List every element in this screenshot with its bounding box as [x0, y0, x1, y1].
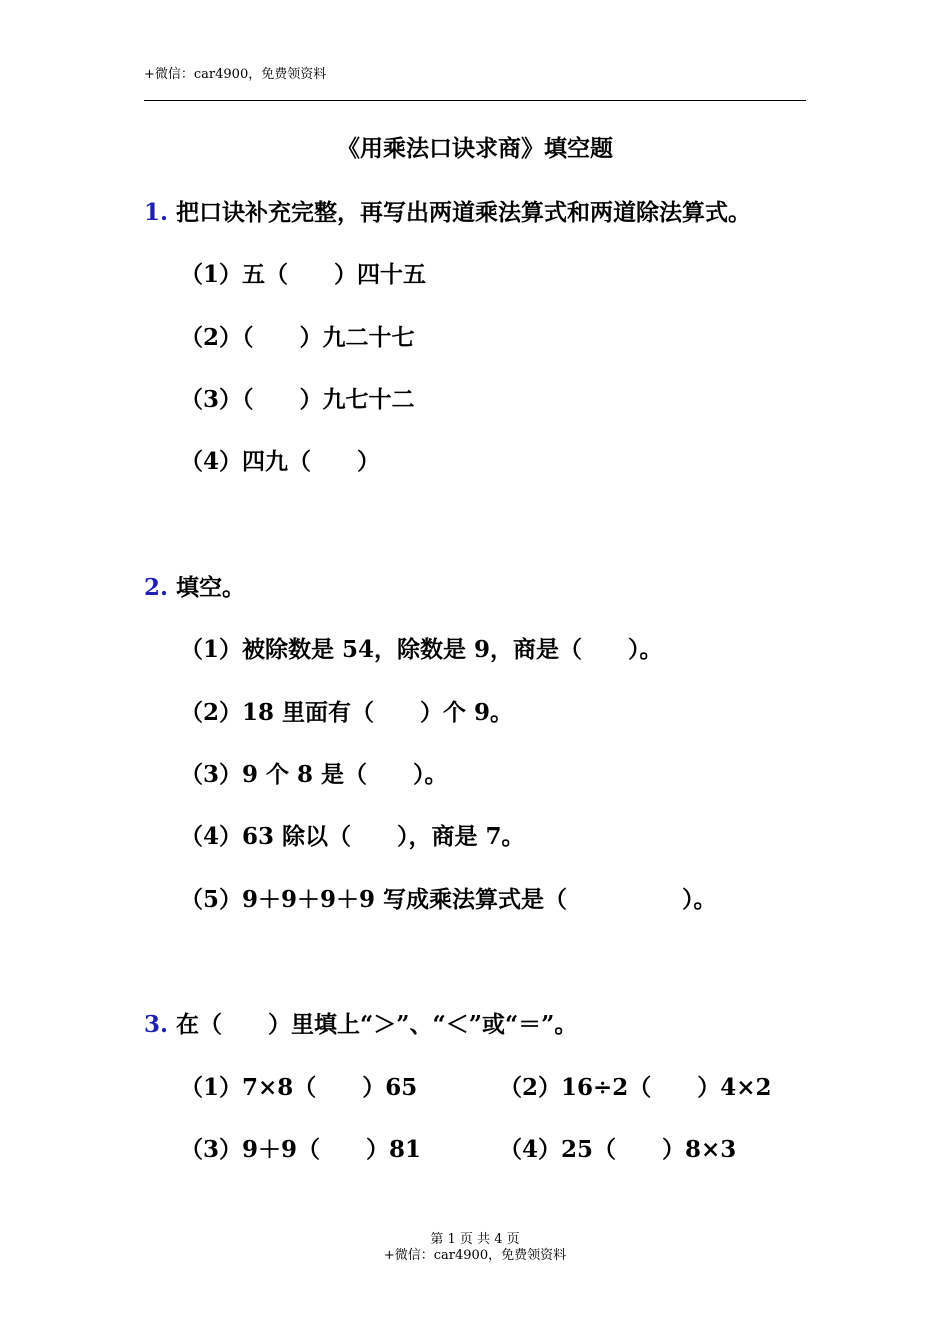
page-title: 《用乘法口诀求商》填空题	[337, 135, 613, 162]
question-2	[144, 572, 245, 604]
q3-item-1: （1）7×8（ ）65	[180, 1074, 418, 1101]
question-3-number: 3.	[144, 1011, 169, 1038]
q3-item-4: （4）25（ ）8×3	[499, 1136, 737, 1163]
question-2-prompt: 填空。	[176, 574, 246, 601]
q1-item-4: （4）四九（ ）	[180, 448, 381, 475]
footer-page-number: 第 1 页 共 4 页	[430, 1232, 520, 1247]
q2-item-2: （2）18 里面有（ ）个 9。	[180, 699, 514, 726]
q3-item-2: （2）16÷2（ ）4×2	[499, 1074, 772, 1101]
q2-item-5: （5）9＋9＋9＋9 写成乘法算式是（ ）。	[180, 886, 717, 913]
question-1	[144, 197, 751, 229]
header-rule	[144, 100, 806, 101]
q2-item-4: （4）63 除以（ ），商是 7。	[180, 823, 525, 850]
question-3	[144, 1009, 577, 1041]
q2-item-3: （3）9 个 8 是（ ）。	[180, 761, 448, 788]
q1-item-2: （2）（ ）九二十七	[180, 324, 415, 351]
question-2-number: 2.	[144, 574, 169, 601]
q2-item-1: （1）被除数是 54，除数是 9，商是（ ）。	[180, 636, 663, 663]
q3-item-3: （3）9＋9（ ）81	[180, 1136, 422, 1163]
header-note: +微信：car4900，免费领资料	[144, 67, 327, 82]
q1-item-3: （3）（ ）九七十二	[180, 386, 415, 413]
question-1-number: 1.	[144, 199, 169, 226]
question-1-prompt: 把口诀补充完整，再写出两道乘法算式和两道除法算式。	[176, 199, 752, 226]
q1-item-1: （1）五（ ）四十五	[180, 261, 427, 288]
question-3-prompt: 在（ ）里填上“＞”、“＜”或“＝”。	[176, 1011, 578, 1038]
footer-note: +微信：car4900，免费领资料	[383, 1248, 567, 1263]
